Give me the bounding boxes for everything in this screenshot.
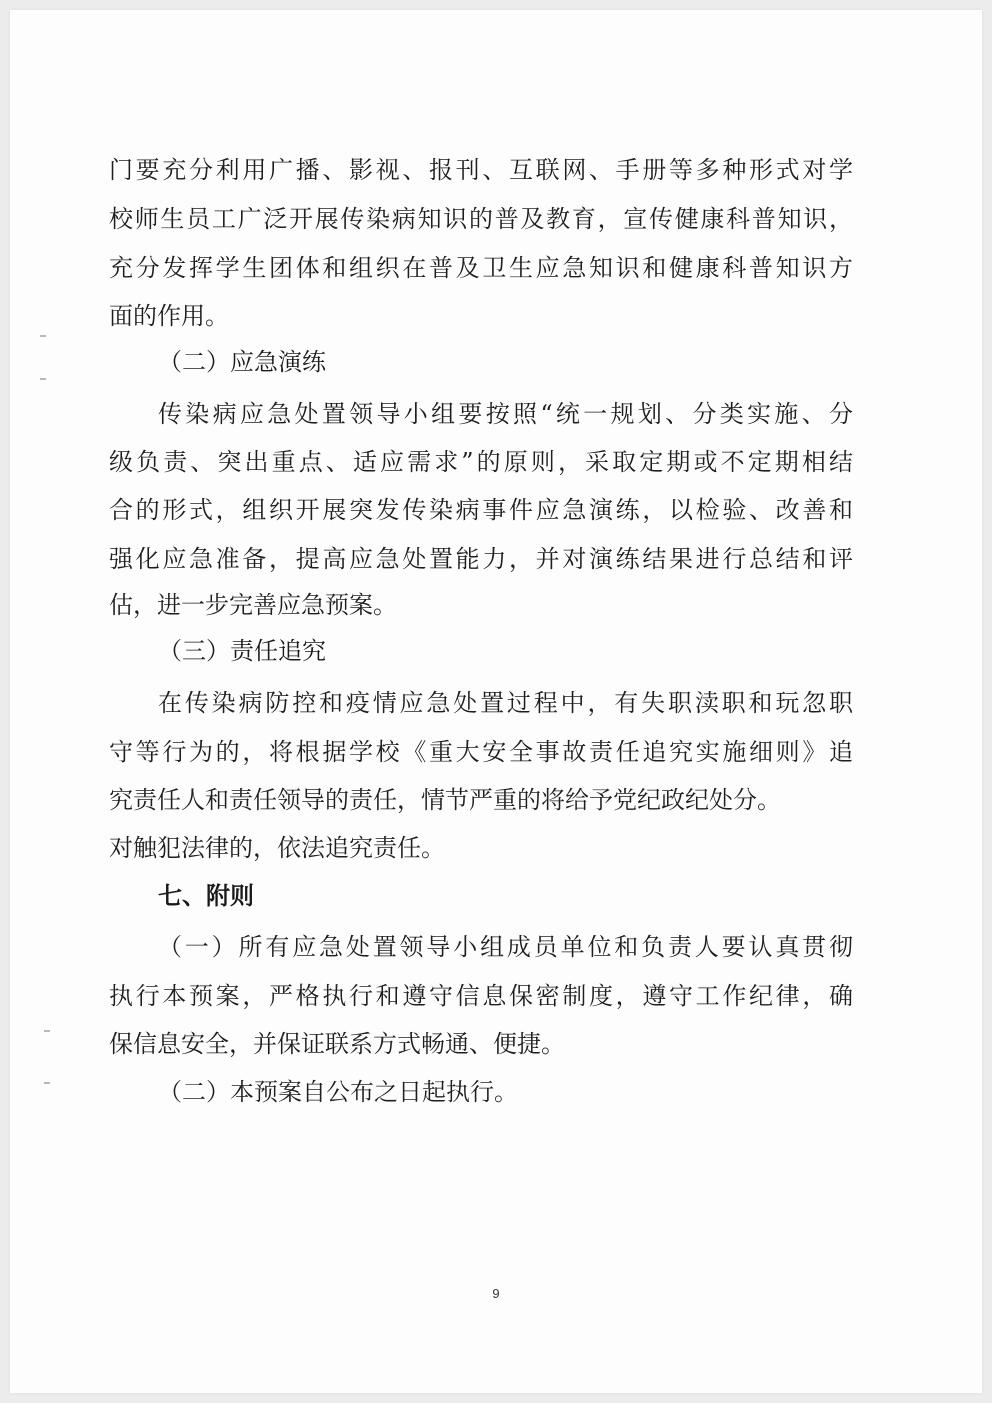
- body-line: 守等行为的，将根据学校《重大安全事故责任追究实施细则》追: [109, 738, 853, 766]
- body-line: 级负责、突出重点、适应需求”的原则，采取定期或不定期相结: [109, 448, 853, 476]
- body-line: 究责任人和责任领导的责任，情节严重的将给予党纪政纪处分。: [109, 786, 781, 814]
- scan-speck: [44, 1030, 50, 1032]
- section-heading: 七、附则: [158, 882, 254, 910]
- body-line: 面的作用。: [109, 302, 229, 330]
- body-line: 门要充分利用广播、影视、报刊、互联网、手册等多种形式对学: [109, 156, 853, 184]
- body-line: 充分发挥学生团体和组织在普及卫生应急知识和健康科普知识方: [109, 254, 853, 282]
- body-line: 合的形式，组织开展突发传染病事件应急演练，以检验、改善和: [109, 496, 853, 524]
- body-line: 传染病应急处置领导小组要按照“统一规划、分类实施、分: [158, 400, 853, 428]
- page-number: 9: [492, 1286, 500, 1301]
- subsection-heading: （三）责任追究: [158, 637, 326, 665]
- scan-speck: [40, 378, 46, 380]
- body-line: 执行本预案，严格执行和遵守信息保密制度，遵守工作纪律，确: [109, 982, 853, 1010]
- body-line: 校师生员工广泛开展传染病知识的普及教育，宣传健康科普知识，: [109, 205, 853, 233]
- body-line: 强化应急准备，提高应急处置能力，并对演练结果进行总结和评: [109, 545, 853, 573]
- body-line: 保信息安全，并保证联系方式畅通、便捷。: [109, 1030, 565, 1058]
- body-line: （二）本预案自公布之日起执行。: [158, 1078, 518, 1106]
- scan-speck: [40, 335, 46, 337]
- scan-speck: [44, 1082, 50, 1084]
- subsection-heading: （二）应急演练: [158, 348, 326, 376]
- body-line: （一）所有应急处置领导小组成员单位和负责人要认真贯彻: [158, 933, 853, 961]
- body-line: 估，进一步完善应急预案。: [109, 591, 397, 619]
- body-line: 在传染病防控和疫情应急处置过程中，有失职渎职和玩忽职: [158, 689, 853, 717]
- body-line: 对触犯法律的，依法追究责任。: [109, 834, 445, 862]
